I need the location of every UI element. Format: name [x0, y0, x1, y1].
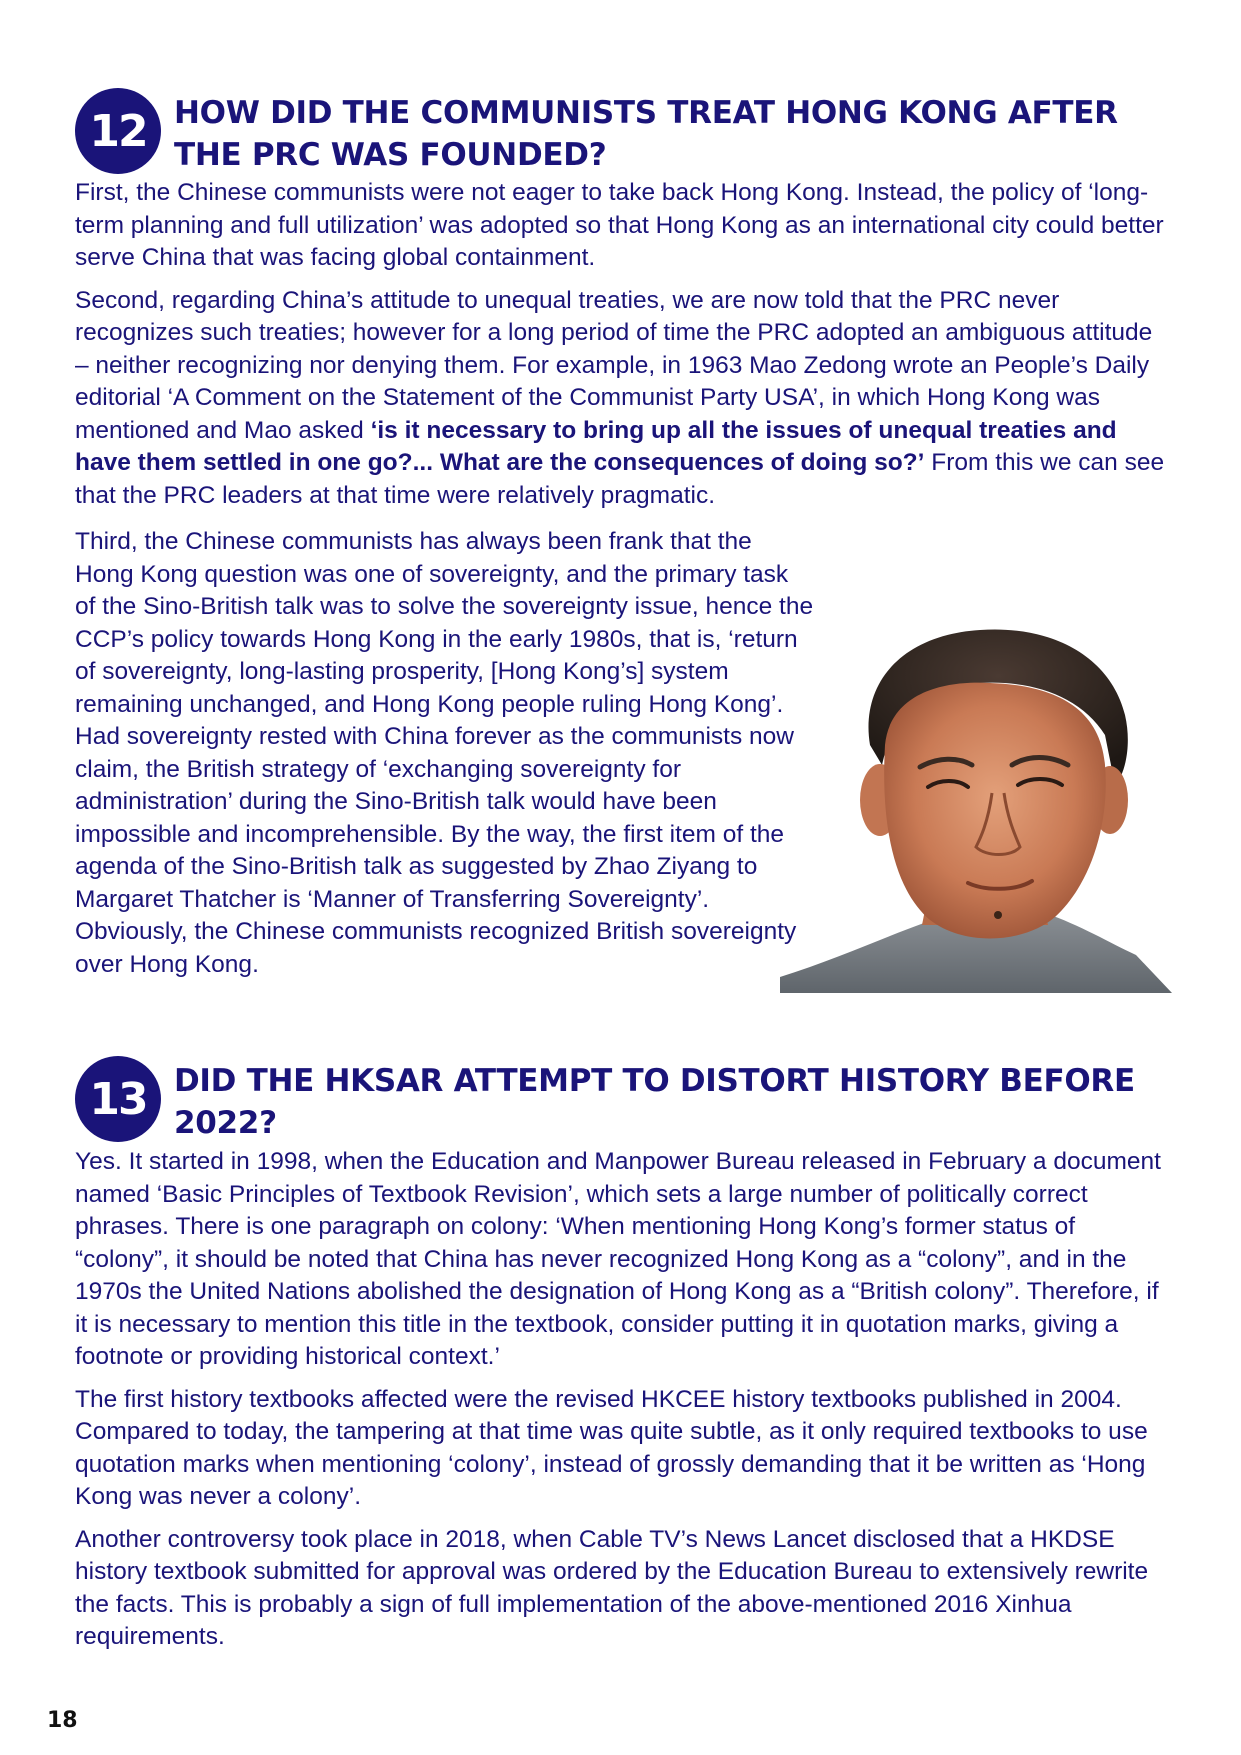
portrait-photo	[780, 625, 1180, 993]
section-13-paragraph-2: The first history textbooks affected were the revised HKCEE history textbooks published in 2004. Compared to today, the tampering at that time was quite subtle, as it only required textbooks to use quotation marks when mentioning ‘colony’, instead of grossly demanding that it be written as ‘Hong Kong was never a colony’.	[75, 1385, 1148, 1510]
bold-quote: ‘is it necessary to bring up all the issues of unequal treaties and have them settled in one go?... What are the consequences of doing so?’	[75, 416, 1117, 476]
section-12-paragraph-1: First, the Chinese communists were not eager to take back Hong Kong. Instead, the policy of ‘long-term planning and full utilization’ was adopted so that Hong Kong as an international city could better serve China that was facing global containment.	[75, 179, 1164, 271]
section-13-paragraph-3: Another controversy took place in 2018, when Cable TV’s News Lancet disclosed that a HKDSE history textbook submitted for approval was ordered by the Education Bureau to extensively rewrite the facts. This is probably a sign of full implementation of the above-mentioned 2016 Xinhua requirements.	[75, 1525, 1149, 1650]
section-13	[75, 1056, 1170, 1654]
question-number-badge: 12	[75, 88, 161, 174]
section-13-title: DID THE HKSAR ATTEMPT TO DISTORT HISTORY BEFORE 2022?	[174, 1063, 1135, 1141]
section-12-header	[75, 88, 1170, 176]
section-13-paragraph-1: Yes. It started in 1998, when the Education and Manpower Bureau released in February a document named ‘Basic Principles of Textbook Revision’, which sets a large number of politically correct phrases. There is one paragraph on colony: ‘When mentioning Hong Kong’s former status of “colony”, it should be noted that China has never recognized Hong Kong as a “colony”, and in the 1970s the United Nations abolished the designation of Hong Kong as a “British colony”. Therefore, if it is necessary to mention this title in the textbook, consider putting it in quotation marks, giving a footnote or providing historical context.’	[75, 1148, 1161, 1370]
page-number: 18	[47, 1708, 78, 1733]
question-number-badge: 13	[75, 1056, 161, 1142]
section-12-paragraph-2	[75, 285, 1170, 513]
section-13-header	[75, 1056, 1170, 1144]
paragraph-text: From this we can see that the PRC leaders at that time were relatively pragmatic.	[75, 449, 1165, 509]
paragraph-text: Second, regarding China’s attitude to unequal treaties, we are now told that the PRC never recognizes such treaties; however for a long period of time the PRC adopted an ambiguous attitude – neither recognizing nor denying them. For example, in 1963 Mao Zedong wrote an People’s Daily editorial ‘A Comment on the Statement of the Communist Party USA’, in which Hong Kong was mentioned and Mao asked	[75, 286, 1153, 444]
section-12-paragraph-3: Third, the Chinese communists has always been frank that the Hong Kong question was one of sovereignty, and the primary task of the Sino-British talk was to solve the sovereignty issue, hence the CCP’s policy towards Hong Kong in the early 1980s, that is, ‘return of sovereignty, long-lasting prosperity, [Hong Kong’s] system remaining unchanged, and Hong Kong people ruling Hong Kong’. Had sovereignty rested with China forever as the communists now claim, the British strategy of ‘exchanging sovereignty for administration’ during the Sino-British talk would have been impossible and incomprehensible. By the way, the first item of the agenda of the Sino-British talk as suggested by Zhao Ziyang to Margaret Thatcher is ‘Manner of Transferring Sovereignty’. Obviously, the Chinese communists recognized British sovereignty over Hong Kong.	[75, 528, 814, 978]
section-12-title: HOW DID THE COMMUNISTS TREAT HONG KONG AFTER THE PRC WAS FOUNDED?	[174, 95, 1118, 173]
